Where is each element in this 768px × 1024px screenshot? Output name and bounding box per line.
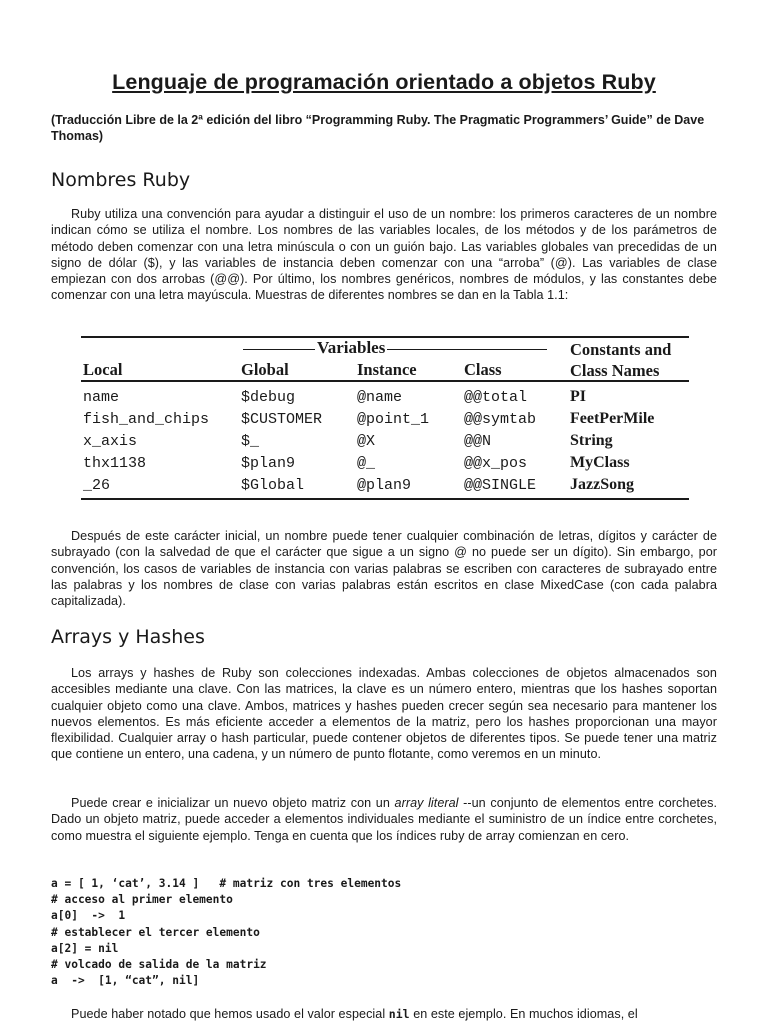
table-cell: @_ xyxy=(357,455,376,472)
header-local: Local xyxy=(83,360,123,379)
variables-group-label: Variables xyxy=(317,338,386,357)
paragraph-arrays-hashes: Los arrays y hashes de Ruby son colecciones indexadas. Ambas colecciones de objetos almacenados son accesibles mediante una clave. Con las matrices, la clave es un número entero, mientras que los hashes soportan cualquier objeto como una clave. Ambos, matrices y hashes pueden crecer según sea necesario para mantener los nuevos elementos. Es más eficiente acceder a elementos de la matriz, pero los hashes proporcionan una mayor flexibilidad. Cualquier array o hash particular, puede contener objetos de diferentes tipos. Se puede tener una matriz que contiene un entero, una cadena, y un número de punto flotante, como veremos en un minuto. xyxy=(51,666,717,762)
table-cell: $Global xyxy=(241,477,305,494)
table-cell: thx1138 xyxy=(83,455,147,472)
text-span: Puede haber notado que hemos usado el valor especial xyxy=(71,1007,389,1021)
table-cell: @point_1 xyxy=(357,411,430,428)
table-cell: @plan9 xyxy=(357,477,412,494)
table-cell: FeetPerMile xyxy=(570,410,655,427)
table-cell: $_ xyxy=(241,433,260,450)
table-cell: $plan9 xyxy=(241,455,296,472)
table-cell: @@x_pos xyxy=(464,455,528,472)
header-class: Class xyxy=(464,360,502,379)
document-subtitle: (Traducción Libre de la 2ª edición del libro “Programming Ruby. The Pragmatic Programmers’ Guide” de Dave Thomas) xyxy=(51,113,705,143)
table-cell: $CUSTOMER xyxy=(241,411,323,428)
table-cell: @@symtab xyxy=(464,411,537,428)
table-bottom-rule xyxy=(81,498,689,500)
table-header-rule xyxy=(81,380,689,382)
constants-header xyxy=(570,339,671,381)
constants-header-line1: Constants and xyxy=(570,340,672,359)
section-heading-nombres-ruby: Nombres Ruby xyxy=(51,169,191,191)
document-title: Lenguaje de programación orientado a objetos Ruby xyxy=(112,70,656,94)
table-cell: JazzSong xyxy=(570,476,634,493)
table-cell: x_axis xyxy=(83,433,138,450)
text-span: --un conjunto de elementos entre corchetes. Dado un objeto matriz, puede acceder a elementos individuales mediante el suministro de un índice entre corchetes, como muestra el siguiente ejemplo. Tenga en cuenta que los índices ruby de array comienzan en cero. xyxy=(51,796,718,843)
constants-header-line2: Class Names xyxy=(570,361,660,380)
table-cell: String xyxy=(570,432,613,449)
table-cell: fish_and_chips xyxy=(83,411,210,428)
inline-code-nil: nil xyxy=(388,1007,410,1021)
paragraph-naming-convention: Ruby utiliza una convención para ayudar a distinguir el uso de un nombre: los primeros caracteres de un nombre indican cómo se utiliza el nombre. Los nombres de las variables locales, de los métodos y de los parámetros de método deben comenzar con una letra minúscula o con un guión bajo. Las variables globales van precedidas de un signo de dólar ($), y las variables de instancia deben comenzar con una “arroba” (@). Las variables de clase empiezan con dos arrobas (@@). Por último, los nombres genéricos, nombres de módulos, y las constantes debe comenzar con una letra mayúscula. Muestras de diferentes nombres se dan en la Tabla 1.1: xyxy=(51,207,717,303)
header-global: Global xyxy=(241,360,289,379)
code-example: a = [ 1, ‘cat’, 3.14 ] # matriz con tres elementos # acceso al primer elemento a[0] -> 1 # establecer el tercer elemento a[2] = nil # volcado de salida de la matriz a -> [1, “cat”, nil] xyxy=(51,877,402,988)
section-heading-arrays-hashes: Arrays y Hashes xyxy=(51,626,205,648)
variables-rule-left xyxy=(243,349,315,350)
paragraph-nil xyxy=(51,1006,717,1022)
paragraph-name-characters: Después de este carácter inicial, un nombre puede tener cualquier combinación de letras, dígitos y carácter de subrayado (con la salvedad de que el carácter que sigue a un signo @ no puede ser un dígito). Sin embargo, por convención, los casos de variables de instancia con varias palabras se escriben con caracteres de subrayado entre las palabras y los nombres de clase con varias palabras están escritos en clase MixedCase (con cada palabra capitalizada). xyxy=(51,529,717,609)
table-cell: @@total xyxy=(464,389,528,406)
table-cell: @X xyxy=(357,433,376,450)
table-cell: $debug xyxy=(241,389,296,406)
text-span: Puede crear e inicializar un nuevo objeto matriz con un xyxy=(71,796,395,810)
paragraph-array-literal xyxy=(51,795,717,844)
table-cell: _26 xyxy=(83,477,111,494)
array-literal-term: array literal xyxy=(394,796,459,810)
header-instance: Instance xyxy=(357,360,417,379)
table-cell: name xyxy=(83,389,120,406)
text-span: en este ejemplo. En muchos idiomas, el xyxy=(409,1007,638,1021)
table-cell: MyClass xyxy=(570,454,630,471)
table-cell: @@SINGLE xyxy=(464,477,537,494)
table-cell: @name xyxy=(357,389,403,406)
table-cell: PI xyxy=(570,388,586,405)
variables-rule-right xyxy=(387,349,547,350)
table-cell: @@N xyxy=(464,433,492,450)
